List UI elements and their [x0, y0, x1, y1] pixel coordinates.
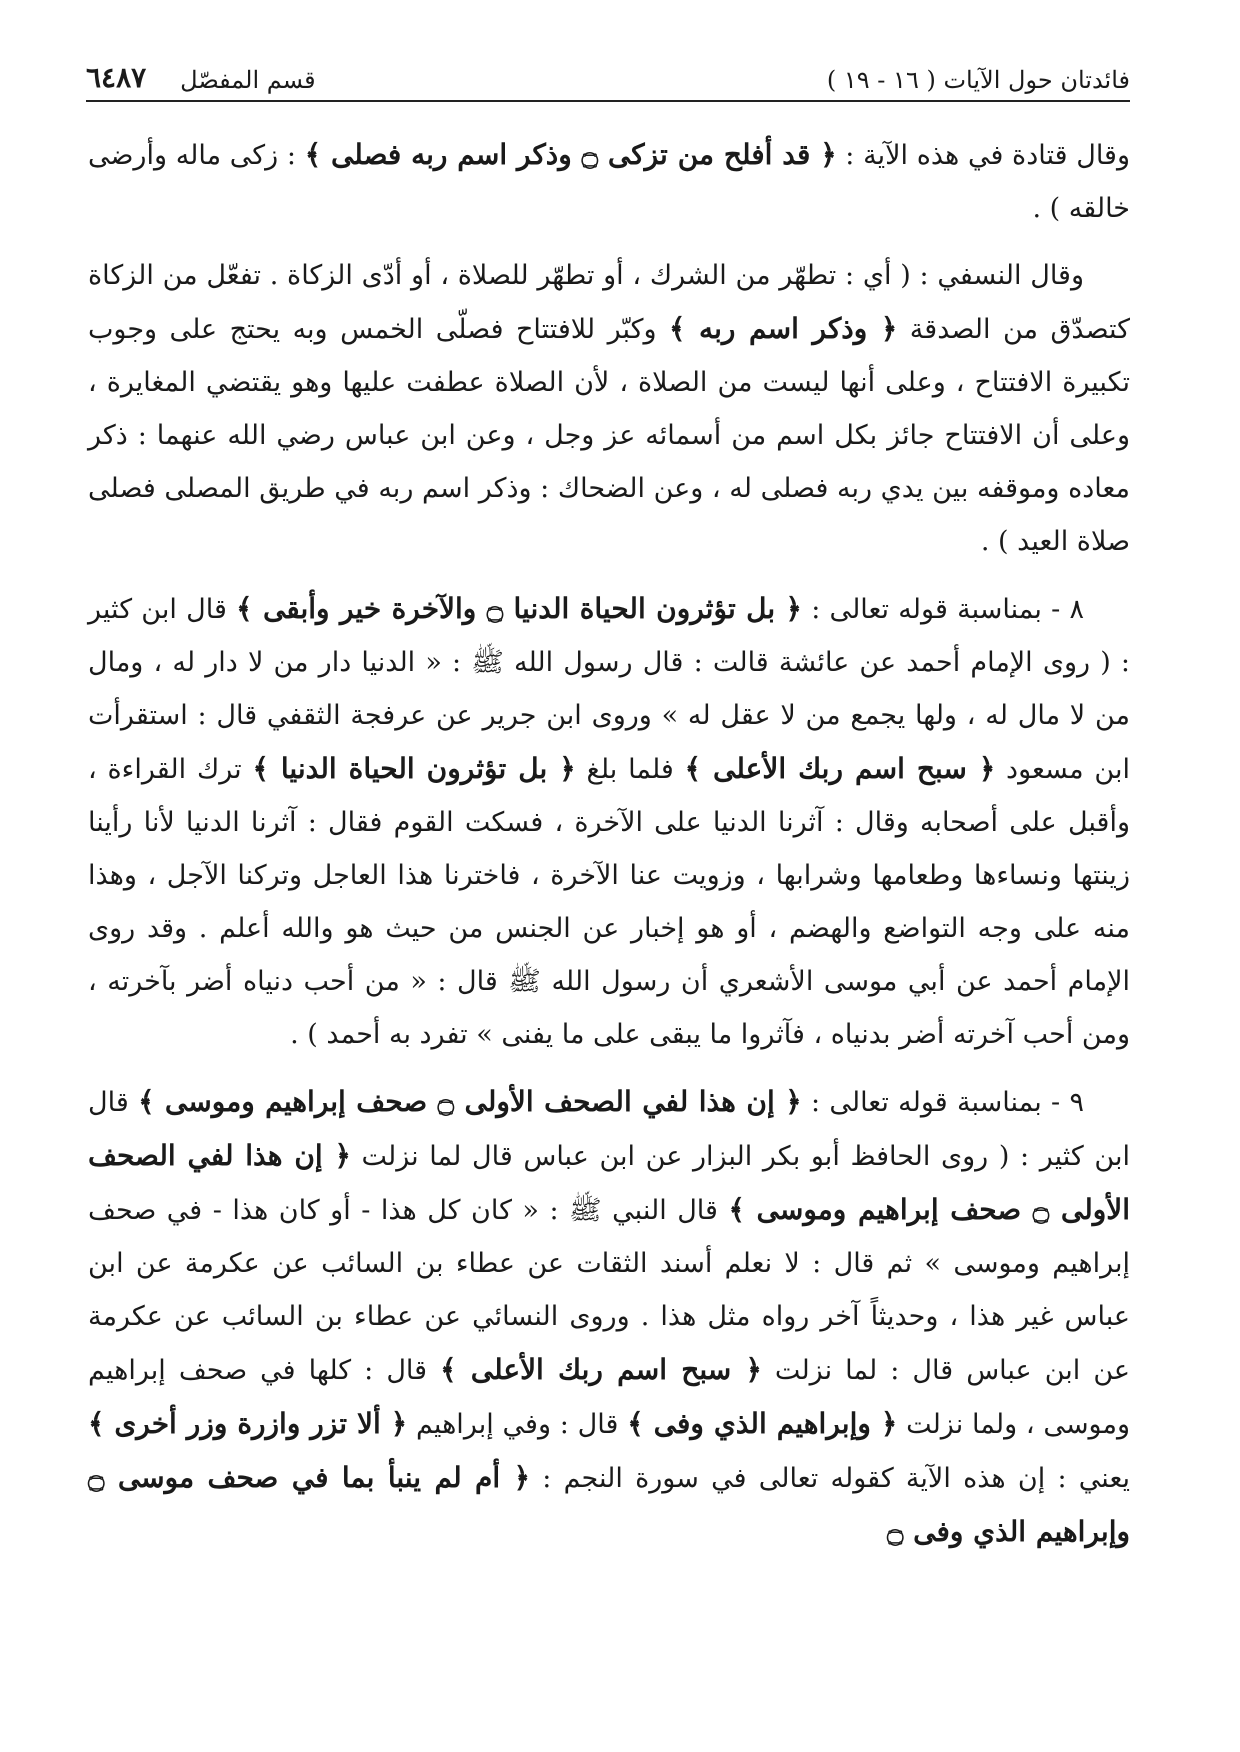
- quran-verse: ﴿ سبح اسم ربك الأعلى ﴾: [440, 1353, 762, 1386]
- text-segment: يعني : إن هذه الآية كقوله تعالى في سورة النجم :: [529, 1463, 1130, 1494]
- header-section: قسم المفصّل: [180, 66, 316, 94]
- text-segment: قال ابن كثير : ( روى الحافظ أبو بكر البزار عن ابن عباس قال لما نزلت: [88, 1087, 1130, 1172]
- text-segment: وكبّر للافتتاح فصلّى الخمس وبه يحتج على وجوب تكبيرة الافتتاح ، وعلى أنها ليست من الصلاة ، لأن الصلاة عطفت عليها وهو يقتضي المغايرة ، وعلى أن الافتتاح جائز بكل اسم من أسمائه عز وجل ، وعن ابن عباس رضي الله عنهما : ذكر معاده وموقفه بين يدي ربه فصلى له ، وعن الضحاك : وذكر اسم ربه في طريق المصلى فصلى صلاة العيد ) .: [88, 314, 1130, 557]
- page-number: ٦٤٨٧: [86, 61, 147, 94]
- running-header: [86, 52, 1130, 94]
- paragraph: [88, 128, 1130, 235]
- quran-verse: ﴿ إن هذا لفي الصحف الأولى ۝ صحف إبراهيم وموسى ﴾: [88, 1139, 1131, 1226]
- text-segment: فلما بلغ: [575, 754, 685, 785]
- text-segment: ٩ - بمناسبة قوله تعالى :: [801, 1087, 1084, 1118]
- quran-verse: ﴿ وإبراهيم الذي وفى ﴾: [627, 1407, 898, 1440]
- text-segment: قال : وفي إبراهيم: [407, 1409, 628, 1440]
- text-segment: : زكى ماله وأرضى خالقه ) .: [88, 140, 1130, 224]
- header-title: فائدتان حول الآيات ( ١٦ - ١٩ ): [826, 66, 1130, 94]
- quran-verse: ﴿ بل تؤثرون الحياة الدنيا ۝ والآخرة خير وأبقى ﴾: [236, 592, 802, 625]
- text-segment: قال ابن كثير : ( روى الإمام أحمد عن عائشة قالت : قال رسول الله ﷺ : « الدنيا دار من لا دار له ، ومال من لا مال له ، ولها يجمع من لا عقل له » وروى ابن جرير عن عرفجة الثقفي قال : استقرأت ابن مسعود: [88, 594, 1130, 785]
- quran-verse: ﴿ بل تؤثرون الحياة الدنيا ﴾: [252, 752, 576, 785]
- text-segment: وقال النسفي : ( أي : تطهّر من الشرك ، أو تطهّر للصلاة ، أو أدّى الزكاة . تفعّل من الزكاة كتصدّق من الصدقة: [88, 260, 1130, 345]
- quran-verse: ﴿ إن هذا لفي الصحف الأولى ۝ صحف إبراهيم وموسى ﴾: [138, 1085, 802, 1118]
- text-segment: قال : كلها في صحف إبراهيم وموسى ، ولما نزلت: [88, 1355, 1131, 1440]
- paragraph: [88, 582, 1130, 1061]
- paragraph: [88, 1075, 1130, 1559]
- quran-verse: ﴿ قد أفلح من تزكى ۝ وذكر اسم ربه فصلى ﴾: [304, 138, 837, 171]
- quran-verse: ﴿ سبح اسم ربك الأعلى ﴾: [684, 752, 996, 785]
- body-text: [88, 128, 1130, 1712]
- quran-verse: ﴿ وذكر اسم ربه ﴾: [669, 312, 898, 345]
- text-segment: ترك القراءة ، وأقبل على أصحابه وقال : آثرنا الدنيا على الآخرة ، فسكت القوم فقال : آثرنا الدنيا لأنا رأينا زينتها ونساءها وطعامها وشرابها ، وزويت عنا الآخرة ، فاخترنا هذا العاجل وتركنا الآجل ، وهذا منه على وجه التواضع والهضم ، أو هو إخبار عن الجنس من حيث هو والله أعلم . وقد روى الإمام أحمد عن أبي موسى الأشعري أن رسول الله ﷺ قال : « من أحب دنياه أضر بآخرته ، ومن أحب آخرته أضر بدنياه ، فآثروا ما يبقى على ما يفنى » تفرد به أحمد ) .: [88, 754, 1130, 1050]
- quran-verse: ﴿ أم لم ينبأ بما في صحف موسى ۝ وإبراهيم الذي وفى ۝: [88, 1461, 1130, 1548]
- header-divider: [86, 100, 1130, 102]
- text-segment: وقال قتادة في هذه الآية :: [836, 140, 1130, 171]
- header-section-group: [86, 61, 316, 94]
- text-segment: ٨ - بمناسبة قوله تعالى :: [801, 594, 1084, 625]
- quran-verse: ﴿ ألا تزر وازرة وزر أخرى ﴾: [88, 1407, 408, 1440]
- text-segment: قال النبي ﷺ : « كان كل هذا - أو كان هذا - في صحف إبراهيم وموسى » ثم قال : لا نعلم أسند الثقات عن عطاء بن السائب عن عكرمة عن ابن عباس غير هذا ، وحديثاً آخر رواه مثل هذا . وروى النسائي عن عطاء بن السائب عن عكرمة عن ابن عباس قال : لما نزلت: [88, 1195, 1130, 1386]
- paragraph: [88, 249, 1130, 568]
